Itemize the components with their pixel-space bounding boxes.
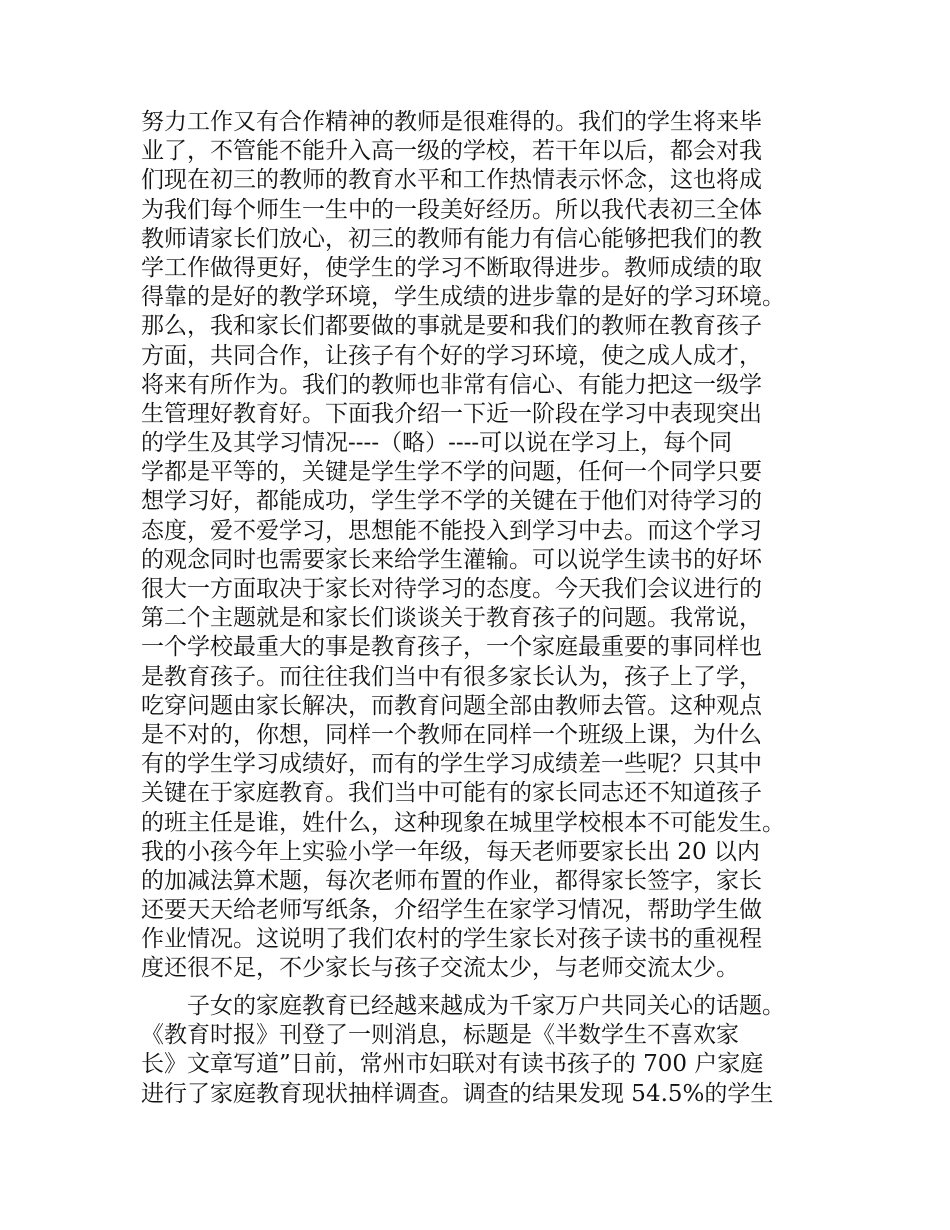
text-line: 吃穿问题由家长解决，而教育问题全部由教师去管。这种观点 (141, 692, 762, 719)
text-line: 业了，不管能不能升入高一级的学校，若干年以后，都会对我 (141, 138, 762, 165)
text-line: 那么，我和家长们都要做的事就是要和我们的教师在教育孩子 (141, 313, 762, 340)
text-line: 态度，爱不爱学习，思想能不能投入到学习中去。而这个学习 (141, 517, 762, 544)
text-line: 的班主任是谁，姓什么，这种现象在城里学校根本不可能发生。 (141, 809, 785, 836)
text-line: 的观念同时也需要家长来给学生灌输。可以说学生读书的好坏 (141, 546, 762, 573)
text-line: 生管理好教育好。下面我介绍一下近一阶段在学习中表现突出 (141, 400, 762, 427)
paragraph-2 (141, 992, 841, 1109)
text-line: 的学生及其学习情况----（略）----可以说在学习上，每个同 (141, 430, 733, 457)
text-line: 努力工作又有合作精神的教师是很难得的。我们的学生将来毕 (141, 109, 762, 135)
text-line: 第二个主题就是和家长们谈谈关于教育孩子的问题。我常说， (141, 605, 762, 632)
text-line: 学工作做得更好，使学生的学习不断取得进步。教师成绩的取 (141, 254, 762, 281)
text-line: 《教育时报》刊登了一则消息，标题是《半数学生不喜欢家 (141, 1022, 739, 1049)
text-line: 学都是平等的，关键是学生学不学的问题，任何一个同学只要 (141, 459, 762, 486)
text-line: 一个学校最重大的事是教育孩子，一个家庭最重要的事同样也 (141, 634, 762, 661)
text-line: 教师请家长们放心，初三的教师有能力有信心能够把我们的教 (141, 225, 762, 252)
text-line: 是教育孩子。而往往我们当中有很多家长认为，孩子上了学， (141, 663, 762, 690)
paragraph-1 (141, 108, 841, 984)
text-line: 度还很不足，不少家长与孩子交流太少，与老师交流太少。 (141, 955, 739, 982)
text-line: 关键在于家庭教育。我们当中可能有的家长同志还不知道孩子 (141, 780, 762, 807)
text-line: 将来有所作为。我们的教师也非常有信心、有能力把这一级学 (141, 371, 762, 398)
text-line: 想学习好，都能成功，学生学不学的关键在于他们对待学习的 (141, 488, 762, 515)
text-line: 还要天天给老师写纸条，介绍学生在家学习情况，帮助学生做 (141, 897, 762, 924)
text-line: 长》文章写道”日前，常州市妇联对有读书孩子的 700 户家庭 (141, 1051, 764, 1078)
text-line: 有的学生学习成绩好，而有的学生学习成绩差一些呢？只其中 (141, 751, 762, 778)
text-line: 进行了家庭教育现状抽样调查。调查的结果发现 54.5%的学生 (141, 1080, 774, 1107)
text-line: 方面，共同合作，让孩子有个好的学习环境，使之成人成才， (141, 342, 762, 369)
text-line: 的加减法算术题，每次老师布置的作业，都得家长签字，家长 (141, 867, 762, 894)
text-line: 们现在初三的教师的教育水平和工作热情表示怀念，这也将成 (141, 167, 762, 194)
text-line: 我的小孩今年上实验小学一年级，每天老师要家长出 20 以内 (141, 838, 760, 865)
text-line: 作业情况。这说明了我们农村的学生家长对孩子读书的重视程 (141, 926, 762, 953)
text-line: 子女的家庭教育已经越来越成为千家万户共同关心的话题。 (141, 993, 785, 1019)
text-line: 为我们每个师生一生中的一段美好经历。所以我代表初三全体 (141, 196, 762, 223)
text-line: 得靠的是好的教学环境，学生成绩的进步靠的是好的学习环境。 (141, 284, 785, 311)
text-line: 很大一方面取决于家长对待学习的态度。今天我们会议进行的 (141, 576, 762, 602)
text-line: 是不对的，你想，同样一个教师在同样一个班级上课，为什么 (141, 721, 762, 748)
